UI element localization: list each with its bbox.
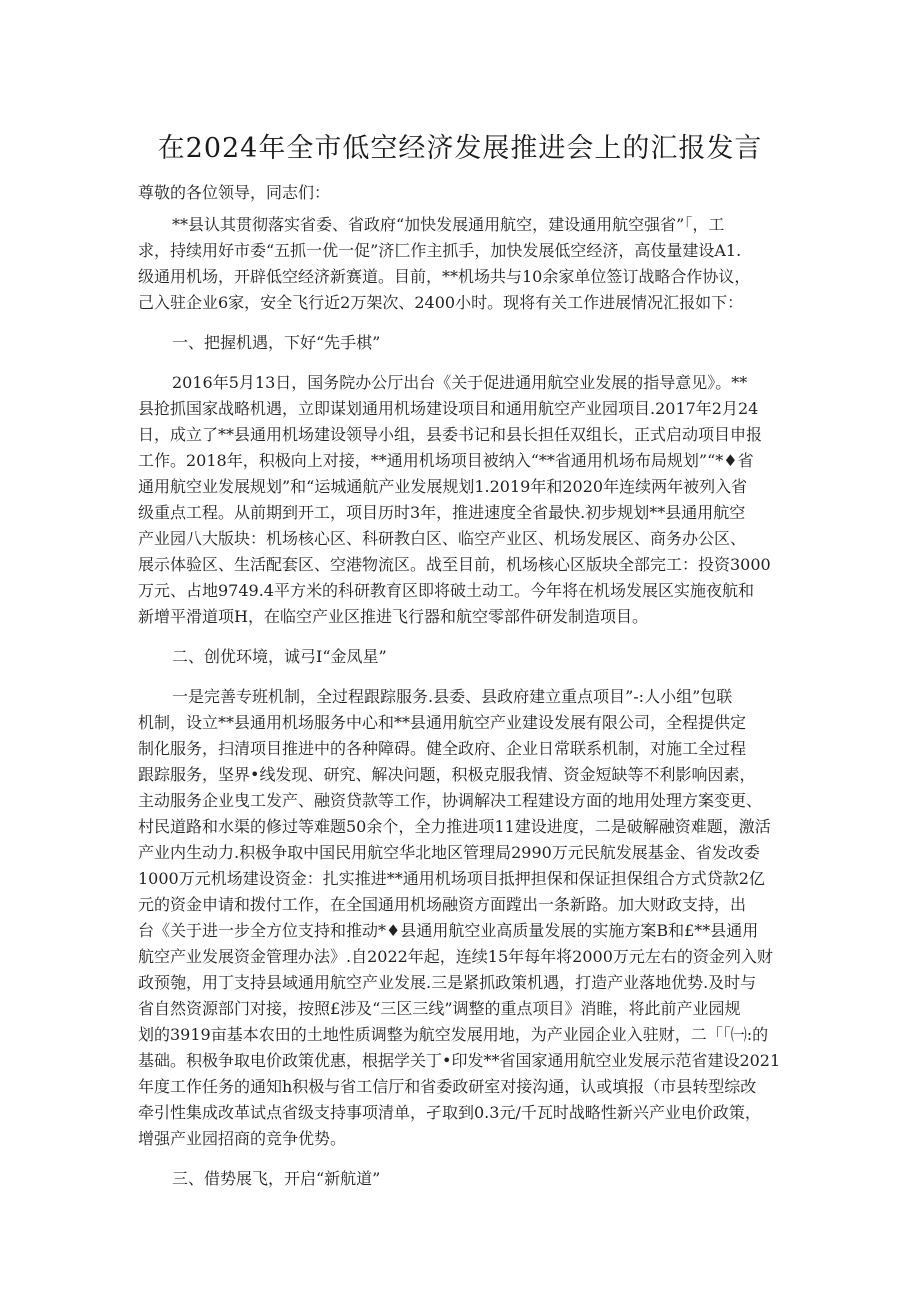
- text-line: 产业园八大版块：机场核心区、科研教白区、临空产业区、机场发展区、商务办公区、: [138, 529, 747, 548]
- section-1-paragraph: [138, 370, 790, 630]
- text-line: **县认其贯彻落实省委、省政府“加快发展通用航空，建设通用航空强省”「，工: [172, 215, 725, 234]
- section-heading-1: 一、把握机遇，下好“先手棋”: [172, 333, 381, 352]
- text-line: 县抢抓国家战略机遇，立即谋划通用机场建设项目和通用航空产业园项目.2017年2月24: [138, 399, 759, 418]
- section-2-paragraph: [138, 684, 790, 1152]
- text-line: 增强产业园招商的竞争优势。: [138, 1129, 347, 1148]
- text-line: 产业内生动力.积极争取中国民用航空华北地区管理局2990万元民航发展基金、省发改委: [138, 843, 760, 862]
- text-line: 元的资金申请和拨付工作，在全国通用机场融资方面蹚出一条新路。加大财政支持，出: [138, 895, 747, 914]
- text-line: 年度工作任务的通知h积极与省工信厅和省委政研室对接沟通，认或填报（市县转型综改: [138, 1077, 757, 1096]
- text-line: 级重点工程。从前期到开工，项目历时3年，推进速度全省最快.初步规划**县通用航空: [138, 503, 746, 522]
- text-line: 万元、占地9749.4平方米的科研教育区即将破土动工。今年将在机场发展区实施夜航和: [138, 581, 754, 600]
- text-line: 日，成立了**县通用机场建设领导小组，县委书记和县长担任双组长，正式启动项目申报: [138, 425, 763, 444]
- text-line: 村民道路和水渠的修过等难题50余个，全力推进项11建设进度，二是破解融资难题，激活: [138, 817, 771, 836]
- text-line: 1000万元机场建设资金：扎实推进**通用机场项目抵押担保和保证担保组合方式贷款2亿: [138, 869, 765, 888]
- document-body: [138, 212, 790, 1206]
- document-title: 在2024年全市低空经济发展推进会上的汇报发言: [157, 133, 763, 164]
- section-heading-3: 三、借势展飞，开启“新航道”: [172, 1169, 381, 1188]
- text-line: 工作。2018年，积极向上对接，**通用机场项目被纳入“**省通用机场布局规划”“*♦省: [138, 451, 754, 470]
- text-line: 跟踪服务，坚界•线发现、研究、解决问题，积极克服我情、资金短缺等不利影响因素，: [138, 765, 756, 784]
- text-line: 新增平滑道项H，在临空产业区推进飞行器和航空零部件研发制造项目。: [138, 607, 648, 626]
- text-line: 机制，设立**县通用机场服务中心和**县通用航空产业建设发展有限公司，全程提供定: [138, 713, 747, 732]
- text-line: 级通用机场，开辟低空经济新赛道。目前，**机场共与10余家单位签订战略合作协议，: [138, 267, 751, 286]
- text-line: 牵引性集成改革试点省级支持事项清单，孑取到0.3元/千瓦时战略性新兴产业电价政策，: [138, 1103, 761, 1122]
- text-line: 基础。积极争取电价政策优惠，根据学关丁•印发**省国家通用航空业发展示范省建设2021: [138, 1051, 781, 1070]
- text-line: 政预匏，用丁支持县域通用航空产业发展.三是紧抓政策机遇，打造产业落地优势.及时与: [138, 973, 757, 992]
- text-line: 航空产业发展资金管理办法》.自2022年起，连续15年每年将2000万元左右的资金列入财: [138, 947, 773, 966]
- intro-paragraph: [138, 212, 790, 316]
- text-line: 台《关于进一步全方位支持和推动*♦县通用航空业高质量发展的实施方案B和£**县通用: [138, 921, 759, 940]
- text-line: 一是完善专班机制，全过程跟踪服务.县委、县政府建立重点项目”-:人小组”包联: [172, 687, 733, 706]
- text-line: 制化服务，扫清项目推进中的各种障碍。健全政府、企业日常联系机制，对施工全过程: [138, 739, 747, 758]
- section-heading-2: 二、创优环境，诚弓I“金凤星”: [172, 647, 387, 666]
- text-line: 己入驻企业6家，安全飞行近2万架次、2400小时。现将有关工作进展情况汇报如下：: [138, 293, 744, 312]
- text-line: 求，持续用好市委“五抓一优一促”济匚作主抓手，加快发展低空经济，高伎量建设A1.: [138, 241, 742, 260]
- text-line: 划的3919亩基本农田的土地性质调整为航空发展用地，为产业园企业入驻财，二「「㈠:的: [138, 1025, 769, 1044]
- text-line: 省自然资源部门对接，按照£涉及“三区三线”调整的重点项目》消睢，将此前产业园规: [138, 999, 741, 1018]
- text-line: 展示体验区、生活配套区、空港物流区。战至目前，机场核心区版块全部完工：投资3000: [138, 555, 771, 574]
- salutation: 尊敬的各位领导，同志们：: [138, 183, 331, 202]
- text-line: 2016年5月13日，国务院办公厅出台《关于促进通用航空业发展的指导意见》。**: [172, 373, 748, 392]
- text-line: 通用航空业发展规划”和“运城通航产业发展规划1.2019年和2020年连续两年被列入省: [138, 477, 748, 496]
- text-line: 主动服务企业曳工发产、融资贷款等工作，协调解决工程建设方面的地用处理方案变更、: [138, 791, 763, 810]
